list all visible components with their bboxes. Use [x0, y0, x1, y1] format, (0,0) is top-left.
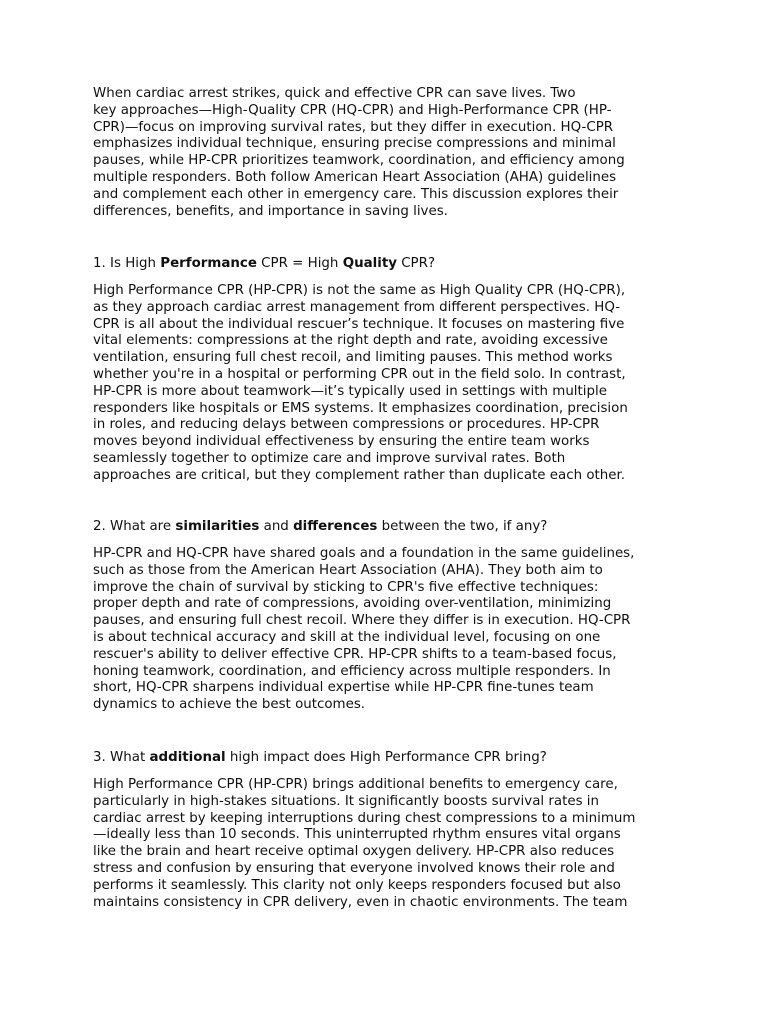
question-2-text-part1: 2. What are [93, 519, 176, 534]
answer-2-paragraph: HP-CPR and HQ-CPR have shared goals and a foundation in the same guidelines, such as those from the American Heart Association (AHA). They both aim to improve the chain of survival by sticking to CPR's five effective techniques: proper depth and rate of compressions, avoiding over-ventilation, minimizing pauses, and ensuring full chest recoil. Where they differ is in execution. HQ-CPR is about technical accuracy and skill at the individual level, focusing on one rescuer's ability to deliver effective CPR. HP-CPR shifts to a team-based focus, honing teamwork, coordination, and efficiency across multiple responders. In short, HQ-CPR sharpens individual expertise while HP-CPR fine-tunes team dynamics to achieve the best outcomes. [93, 546, 635, 713]
question-1-bold-performance: Performance [160, 256, 257, 271]
question-1-text-part3: CPR? [396, 256, 436, 271]
question-3-text-part1: 3. What [93, 750, 150, 765]
question-2-bold-differences: differences [293, 519, 378, 534]
question-1-bold-quality: Quality [342, 256, 397, 271]
question-3-text-part2: high impact does High Performance CPR bring? [225, 750, 547, 765]
question-3-heading [93, 750, 683, 767]
question-3-bold-additional: additional [149, 750, 226, 765]
question-2-text-part3: between the two, if any? [377, 519, 548, 534]
question-1-heading [93, 256, 683, 273]
question-2-bold-similarities: similarities [175, 519, 260, 534]
question-1-text-part2: CPR = High [256, 256, 343, 271]
question-2-heading [93, 519, 683, 536]
answer-3-paragraph: High Performance CPR (HP-CPR) brings additional benefits to emergency care, particularly in high-stakes situations. It significantly boosts survival rates in cardiac arrest by keeping interruptions during chest compressions to a minimum —ideally less than 10 seconds. This uninterrupted rhythm ensures vital organs like the brain and heart receive optimal oxygen delivery. HP-CPR also reduces stress and confusion by ensuring that everyone involved knows their role and performs it seamlessly. This clarity not only keeps responders focused but also maintains consistency in CPR delivery, even in chaotic environments. The team [93, 777, 636, 910]
intro-paragraph: When cardiac arrest strikes, quick and effective CPR can save lives. Two key approaches—High-Quality CPR (HQ-CPR) and High-Performance CPR (HP- CPR)—focus on improving survival rates, but they differ in execution. HQ-CPR emphasizes individual technique, ensuring precise compressions and minimal pauses, while HP-CPR prioritizes teamwork, coordination, and efficiency among multiple responders. Both follow American Heart Association (AHA) guidelines and complement each other in emergency care. This discussion explores their differences, benefits, and importance in saving lives. [93, 86, 625, 219]
question-2-text-part2: and [259, 519, 294, 534]
answer-1-paragraph: High Performance CPR (HP-CPR) is not the same as High Quality CPR (HQ-CPR), as they approach cardiac arrest management from different perspectives. HQ- CPR is all about the individual rescuer’s technique. It focuses on mastering five vital elements: compressions at the right depth and rate, avoiding excessive ventilation, ensuring full chest recoil, and limiting pauses. This method works whether you're in a hospital or performing CPR out in the field solo. In contrast, HP-CPR is more about teamwork—it’s typically used in settings with multiple responders like hospitals or EMS systems. It emphasizes coordination, precision in roles, and reducing delays between compressions or procedures. HP-CPR moves beyond individual effectiveness by ensuring the entire team works seamlessly together to optimize care and improve survival rates. Both approaches are critical, but they complement rather than duplicate each other. [93, 283, 628, 483]
question-1-text-part1: 1. Is High [93, 256, 161, 271]
